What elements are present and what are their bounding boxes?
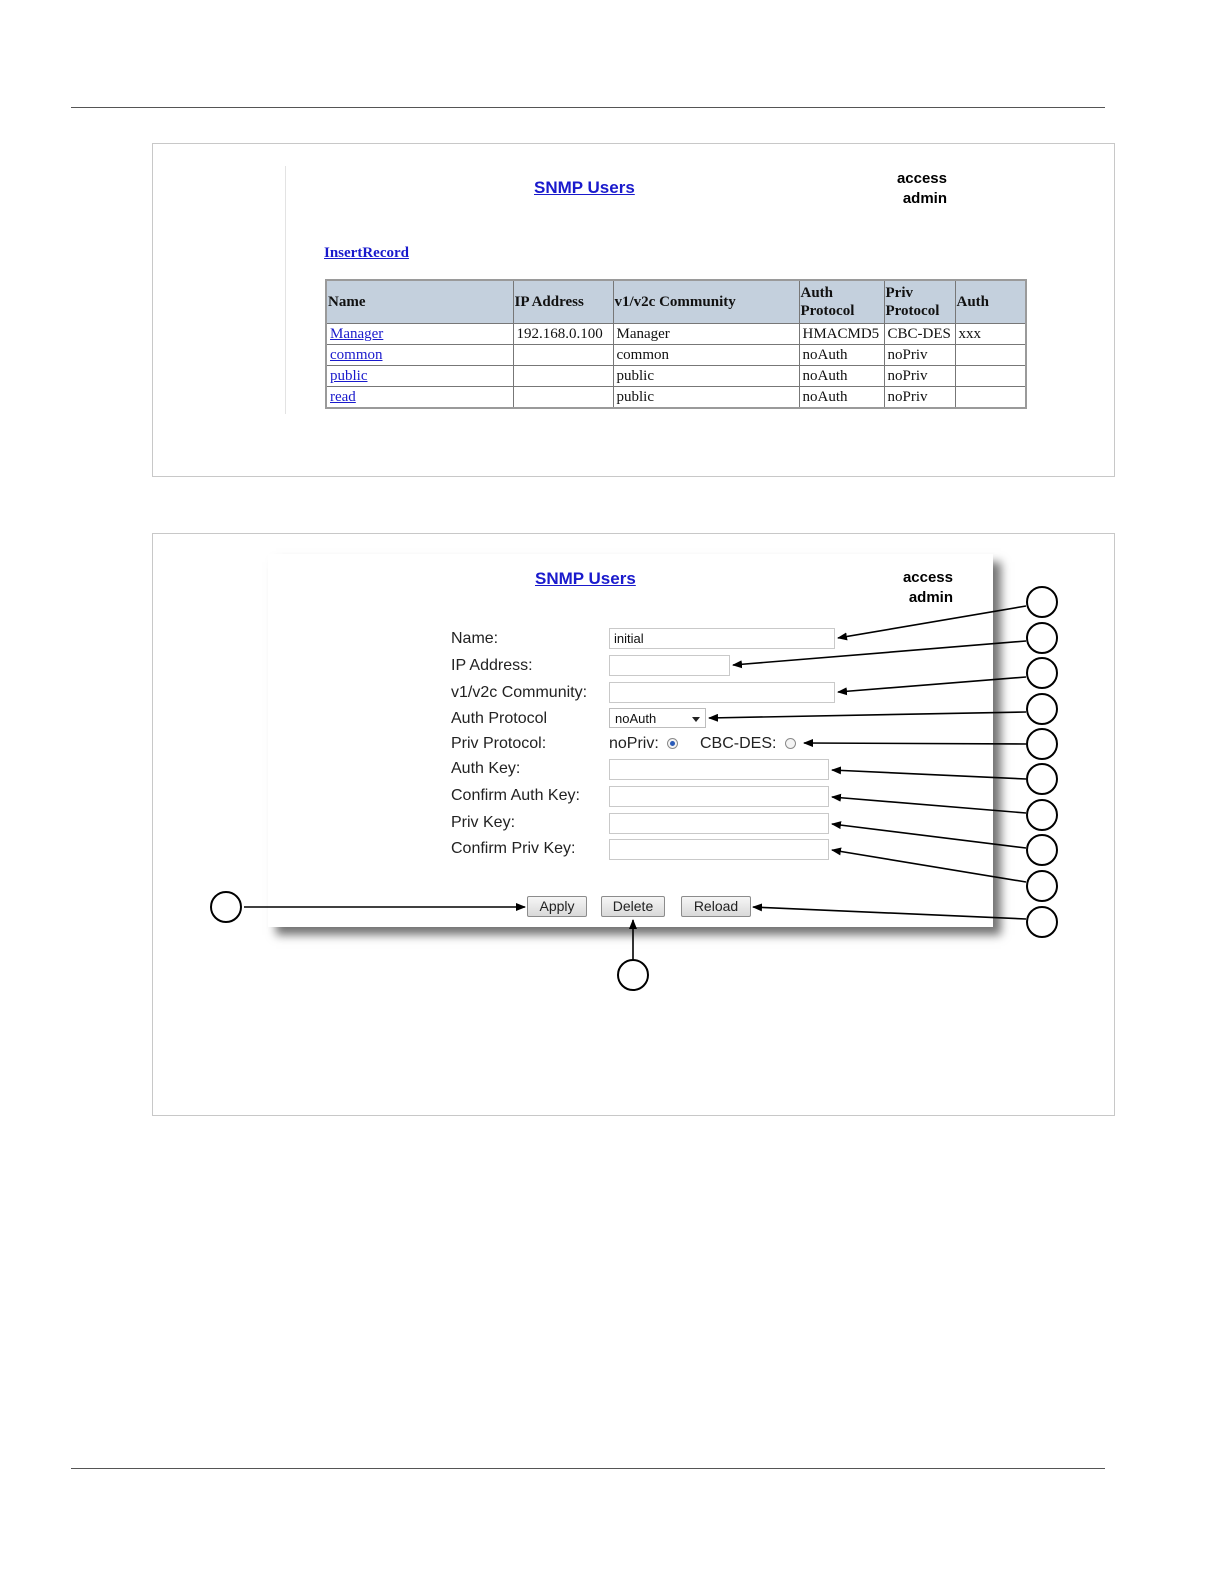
table-cell-community: common [613, 345, 799, 366]
table-cell-auth: HMACMD5 [799, 324, 884, 345]
page-title-link[interactable]: SNMP Users [535, 569, 636, 588]
callout-marker [1026, 799, 1058, 831]
table-cell-auth: noAuth [799, 387, 884, 409]
table-row[interactable] [326, 324, 1026, 345]
callout-line-community [838, 677, 1026, 692]
table-cell-community: Manager [613, 324, 799, 345]
column-header [613, 280, 799, 324]
column-header-line: Protocol [800, 303, 855, 319]
table-header-row [326, 280, 1026, 324]
callout-marker [1026, 693, 1058, 725]
frame-divider [285, 166, 286, 414]
table-cell-priv: noPriv [884, 387, 955, 409]
nopriv-label: noPriv: [609, 735, 659, 752]
callout-line-confirm-priv-key [832, 850, 1026, 882]
table-cell-priv: noPriv [884, 345, 955, 366]
auth-protocol-label: Auth Protocol [451, 710, 548, 727]
callout-marker [210, 891, 242, 923]
reload-button[interactable]: Reload [681, 896, 751, 917]
priv-key-label: Priv Key: [451, 814, 516, 831]
table-row[interactable] [326, 387, 1026, 409]
ip-address-label: IP Address: [451, 657, 533, 674]
column-header [955, 280, 1026, 324]
table-cell-community: public [613, 366, 799, 387]
page-title-link[interactable]: SNMP Users [534, 178, 635, 197]
callout-marker [1026, 834, 1058, 866]
user-name-link[interactable]: Manager [330, 326, 384, 342]
cbc-des-label: CBC-DES: [700, 735, 777, 752]
column-header-line: Priv [885, 285, 913, 301]
column-header [513, 280, 613, 324]
user-name-link[interactable]: public [330, 368, 368, 384]
table-cell-community: public [613, 387, 799, 409]
delete-button[interactable]: Delete [601, 896, 665, 917]
callout-line-name [838, 606, 1026, 638]
name-input[interactable]: initial [609, 628, 835, 649]
column-header-line: IP Address [514, 294, 584, 310]
table-cell-key [955, 366, 1026, 387]
table-cell-priv: noPriv [884, 366, 955, 387]
table-row[interactable] [326, 366, 1026, 387]
callout-arrows [153, 534, 1114, 1115]
callout-marker [1026, 657, 1058, 689]
table-cell-auth: noAuth [799, 366, 884, 387]
table-cell-ip [513, 387, 613, 409]
callout-marker [1026, 906, 1058, 938]
access-label: access [896, 170, 947, 187]
table-row[interactable] [326, 345, 1026, 366]
table-cell-name [326, 324, 513, 345]
priv-protocol-label: Priv Protocol: [451, 735, 547, 752]
column-header-line: Auth [800, 285, 834, 301]
callout-marker [1026, 728, 1058, 760]
table-cell-ip [513, 366, 613, 387]
column-header-line: v1/v2c Community [614, 294, 736, 310]
users-table-viewport [325, 279, 990, 410]
table-cell-name [326, 366, 513, 387]
callout-line-ip [733, 641, 1026, 665]
confirm-priv-key-label: Confirm Priv Key: [451, 840, 576, 857]
snmp-users-table-figure [152, 143, 1115, 477]
table-cell-auth: noAuth [799, 345, 884, 366]
table-cell-key [955, 345, 1026, 366]
table-cell-ip: 192.168.0.100 [513, 324, 613, 345]
column-header [799, 280, 884, 324]
table-cell-ip [513, 345, 613, 366]
column-header-line: Auth [956, 294, 990, 310]
user-name-link[interactable]: common [330, 347, 383, 363]
access-label: access [902, 569, 953, 586]
callout-line-priv-protocol [804, 743, 1026, 744]
column-header-line: Protocol [885, 303, 940, 319]
auth-protocol-value: noAuth [615, 711, 657, 726]
table-cell-name [326, 345, 513, 366]
callout-marker [1026, 870, 1058, 902]
community-label: v1/v2c Community: [451, 684, 588, 701]
callout-marker [617, 959, 649, 991]
callout-marker [1026, 763, 1058, 795]
callout-line-confirm-auth-key [832, 797, 1026, 813]
apply-button[interactable]: Apply [527, 896, 587, 917]
callout-line-auth-key [832, 770, 1026, 779]
users-table [325, 279, 1027, 409]
confirm-auth-key-label: Confirm Auth Key: [451, 787, 580, 804]
auth-key-label: Auth Key: [451, 760, 521, 777]
callout-line-priv-key [832, 824, 1026, 848]
table-cell-key [955, 387, 1026, 409]
callout-marker [1026, 622, 1058, 654]
access-level [883, 169, 947, 209]
footer-rule [71, 1468, 1105, 1469]
table-cell-key: xxx [955, 324, 1026, 345]
user-name-link[interactable]: read [330, 389, 356, 405]
header-rule [71, 107, 1105, 108]
snmp-users-form-figure [152, 533, 1115, 1116]
name-label: Name: [451, 630, 499, 647]
insert-record-link[interactable]: InsertRecord [324, 245, 409, 261]
column-header [326, 280, 513, 324]
callout-line-auth-protocol [709, 712, 1026, 718]
table-cell-priv: CBC-DES [884, 324, 955, 345]
table-cell-name [326, 387, 513, 409]
column-header [884, 280, 955, 324]
callout-marker [1026, 586, 1058, 618]
callout-line-reload [753, 907, 1026, 919]
access-user: admin [902, 190, 947, 207]
access-user: admin [908, 589, 953, 606]
column-header-line: Name [328, 294, 366, 310]
